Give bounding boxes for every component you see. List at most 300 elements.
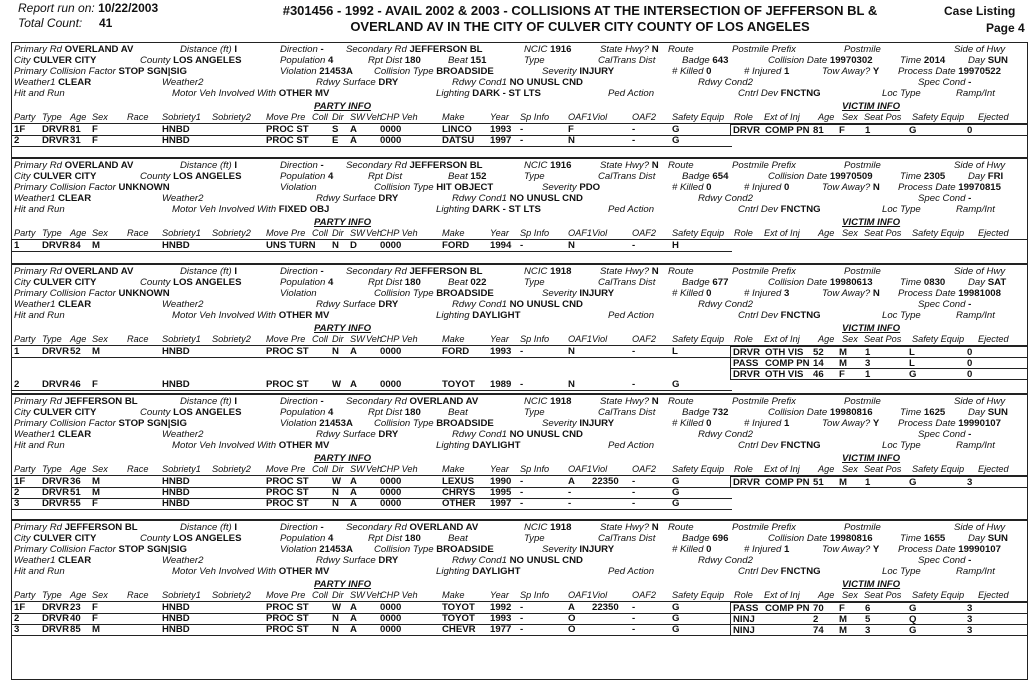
party-sw: A [350, 476, 357, 487]
party-info-heading: PARTY INFO [314, 217, 372, 228]
party-col-header: Move Pre [266, 334, 306, 344]
party-col-header: Sobriety1 [162, 334, 201, 344]
victim-col-header: Sex [842, 228, 858, 238]
killed [672, 288, 711, 299]
party-col-header: Sobriety2 [212, 590, 251, 600]
process-date [898, 66, 1001, 77]
collision-type-label: Collision Type [374, 288, 437, 299]
ramp-int [956, 440, 995, 451]
population-value: 4 [328, 55, 334, 66]
badge [682, 55, 728, 66]
state-hwy [600, 522, 659, 533]
party-column-headers [12, 464, 1027, 476]
direction [280, 396, 324, 407]
postmile-label: Postmile [844, 266, 881, 277]
direction-label: Direction [280, 396, 321, 407]
collision-date-label: Collision Date [768, 171, 830, 182]
direction-value: - [320, 522, 324, 533]
hit-and-run [14, 310, 65, 321]
beat-label: Beat [448, 407, 468, 418]
party-col-header: Sobriety1 [162, 464, 201, 474]
victim-ejected: 0 [967, 369, 973, 380]
victim-sex: M [839, 614, 847, 625]
collision-type [374, 288, 494, 299]
beat-label: Beat [448, 171, 471, 182]
process-date-value: 19990107 [958, 544, 1001, 555]
victim-row [730, 368, 1028, 380]
ped-action-label: Ped Action [608, 310, 655, 321]
victim-seat: 1 [865, 347, 871, 358]
motor-veh-involved-with-value: OTHER MV [278, 566, 330, 577]
county [140, 407, 242, 418]
tow-away [822, 418, 879, 429]
city-label: City [14, 171, 34, 182]
route [668, 160, 694, 171]
party-col-header: Race [127, 112, 149, 122]
party-col-header: Make [442, 112, 465, 122]
killed-value: 0 [706, 544, 712, 555]
party-info-heading: PARTY INFO [314, 579, 372, 590]
injured [744, 288, 789, 299]
cntrl-dev [738, 566, 821, 577]
killed-value: 0 [706, 66, 712, 77]
party-col-header: CHP Veh [380, 590, 418, 600]
side-of-hwy-label: Side of Hwy [954, 44, 1006, 55]
county-label: County [140, 407, 174, 418]
severity-value: INJURY [579, 288, 615, 299]
severity-label: Severity [542, 66, 580, 77]
party-col-header: Veh [366, 228, 383, 238]
injured [744, 66, 789, 77]
distance-value: I [234, 396, 238, 407]
party-col-header: CHP Veh [380, 228, 418, 238]
victim-col-header: Seat Pos [864, 228, 902, 238]
county-value: LOS ANGELES [173, 55, 242, 66]
collision-record [11, 42, 1028, 158]
party-col-header: Veh [366, 334, 383, 344]
violation [280, 66, 353, 77]
party-oaf1: - [568, 498, 572, 509]
party-age: 84 [70, 240, 81, 251]
killed-value: 0 [706, 288, 712, 299]
party-col-header: SW [350, 334, 365, 344]
tow-away-value: N [872, 182, 880, 193]
secondary-rd [346, 44, 483, 55]
primary-collision-factor [14, 418, 187, 429]
victim-row [730, 124, 1028, 136]
day-value: FRI [987, 171, 1004, 182]
party-type: DRVR [42, 240, 70, 251]
victim-col-header: Seat Pos [864, 112, 902, 122]
distance-value: I [234, 44, 238, 55]
side-of-hwy-label: Side of Hwy [954, 266, 1006, 277]
time-label: Time [900, 407, 924, 418]
party-oaf1: A [568, 476, 575, 487]
primary-collision-factor-value: UNKNOWN [118, 288, 170, 299]
rdwy-cond1 [452, 555, 583, 566]
victim-age: 14 [813, 358, 824, 369]
severity-value: INJURY [579, 66, 615, 77]
party-chp: 0000 [380, 602, 402, 613]
route-label: Route [668, 522, 694, 533]
victim-col-header: Role [734, 590, 753, 600]
victim-ext: COMP PN [765, 603, 810, 614]
ramp-int-label: Ramp/Int [956, 566, 995, 577]
type-label: Type [524, 407, 545, 418]
ncic-label: NCIC [524, 266, 551, 277]
hit-and-run-label: Hit and Run [14, 204, 65, 215]
time [900, 407, 945, 418]
ncic-value: 1916 [550, 44, 572, 55]
party-row [12, 498, 732, 510]
collision-date-label: Collision Date [768, 277, 830, 288]
collision-date [768, 407, 873, 418]
beat-label: Beat [448, 55, 471, 66]
process-date-label: Process Date [898, 182, 959, 193]
direction-label: Direction [280, 266, 321, 277]
loc-type [882, 440, 921, 451]
rdwy-cond1-label: Rdwy Cond1 [452, 77, 510, 88]
party-sob1: HNBD [162, 379, 190, 390]
party-sob1: HNBD [162, 476, 190, 487]
hit-and-run [14, 88, 65, 99]
party-col-header: Age [70, 464, 87, 474]
party-year: 1977 [490, 624, 512, 635]
party-column-headers [12, 112, 1027, 124]
party-col-header: Sp Info [520, 228, 550, 238]
badge-label: Badge [682, 171, 713, 182]
loc-type-label: Loc Type [882, 566, 921, 577]
party-year: 1990 [490, 476, 512, 487]
party-row [12, 624, 732, 636]
weather1-label: Weather1 [14, 555, 59, 566]
party-sw: A [350, 135, 357, 146]
party-age: 52 [70, 346, 81, 357]
county-value: LOS ANGELES [173, 407, 242, 418]
case-listing-label: Case Listing [944, 4, 1016, 18]
party-col-header: Viol [592, 334, 608, 344]
party-sex: F [92, 602, 98, 613]
collision-type-value: BROADSIDE [436, 288, 494, 299]
victim-safety: L [909, 347, 915, 358]
county-label: County [140, 171, 174, 182]
party-move: PROC ST [266, 124, 309, 135]
city [14, 533, 96, 544]
motor-veh-involved-with-value: OTHER MV [278, 440, 330, 451]
killed [672, 544, 711, 555]
badge [682, 171, 728, 182]
party-party: 1F [14, 602, 26, 613]
time-value: 1655 [923, 533, 946, 544]
party-dir: E [332, 135, 339, 146]
victim-col-header: Ext of Inj [764, 334, 800, 344]
party-col-header: Sobriety2 [212, 334, 251, 344]
party-sp: - [520, 124, 524, 135]
rdwy-surface-label: Rdwy Surface [316, 299, 379, 310]
party-oaf1: N [568, 135, 575, 146]
victim-info-heading: VICTIM INFO [842, 323, 901, 334]
party-sp: - [520, 498, 524, 509]
route-label: Route [668, 396, 694, 407]
victim-age: 46 [813, 369, 824, 380]
party-col-header: Viol [592, 112, 608, 122]
ramp-int-label: Ramp/Int [956, 440, 995, 451]
violation [280, 288, 317, 299]
weather1 [14, 555, 91, 566]
time-label: Time [900, 277, 924, 288]
violation-label: Violation [280, 66, 320, 77]
party-party: 3 [14, 498, 20, 509]
party-move: PROC ST [266, 498, 309, 509]
rdwy-cond1 [452, 77, 583, 88]
victim-col-header: Safety Equip [912, 112, 965, 122]
secondary-rd-label: Secondary Rd [346, 396, 410, 407]
party-row [12, 240, 732, 252]
spec-cond [918, 555, 971, 566]
time-label: Time [900, 533, 924, 544]
party-col-header: Safety Equip [672, 228, 725, 238]
ped-action-label: Ped Action [608, 204, 655, 215]
beat [448, 277, 486, 288]
lighting-label: Lighting [436, 88, 473, 99]
party-party: 2 [14, 135, 20, 146]
time-label: Time [900, 55, 924, 66]
party-oaf2: - [632, 487, 636, 498]
party-col-header: Sobriety1 [162, 112, 201, 122]
killed-label: # Killed [672, 182, 707, 193]
primary-collision-factor-label: Primary Collision Factor [14, 288, 119, 299]
party-sw: D [350, 240, 357, 251]
secondary-rd-value: JEFFERSON BL [409, 266, 483, 277]
motor-veh-involved-with-label: Motor Veh Involved With [172, 566, 279, 577]
ncic [524, 44, 571, 55]
time-value: 1625 [923, 407, 946, 418]
party-oaf1: O [568, 613, 576, 624]
caltrans-dist-label: CalTrans Dist [598, 533, 656, 544]
motor-veh-involved-with-label: Motor Veh Involved With [172, 88, 279, 99]
postmile [844, 160, 881, 171]
party-dir: W [332, 379, 342, 390]
party-sw: A [350, 624, 357, 635]
population [280, 407, 333, 418]
victim-info-heading: VICTIM INFO [842, 217, 901, 228]
postmile-label: Postmile [844, 44, 881, 55]
spec-cond-label: Spec Cond [918, 299, 969, 310]
party-col-header: Veh [366, 464, 383, 474]
route [668, 522, 694, 533]
distance [180, 522, 237, 533]
type [524, 407, 545, 418]
party-col-header: Sobriety1 [162, 590, 201, 600]
cntrl-dev [738, 310, 821, 321]
party-col-header: Sobriety1 [162, 228, 201, 238]
direction [280, 160, 324, 171]
party-age: 40 [70, 613, 81, 624]
party-sob1: HNBD [162, 487, 190, 498]
party-sw: A [350, 379, 357, 390]
party-chp: 0000 [380, 487, 402, 498]
route [668, 44, 694, 55]
state-hwy-label: State Hwy? [600, 266, 652, 277]
county [140, 533, 242, 544]
day [968, 533, 1008, 544]
party-sp: - [520, 346, 524, 357]
rdwy-cond1-label: Rdwy Cond1 [452, 193, 510, 204]
caltrans-dist-label: CalTrans Dist [598, 407, 656, 418]
party-year: 1994 [490, 240, 512, 251]
secondary-rd-label: Secondary Rd [346, 266, 410, 277]
postmile-prefix-label: Postmile Prefix [732, 396, 796, 407]
lighting-value: DARK - ST LTS [472, 88, 541, 99]
party-col-header: OAF2 [632, 112, 656, 122]
collision-date-label: Collision Date [768, 533, 830, 544]
postmile-label: Postmile [844, 396, 881, 407]
route [668, 266, 694, 277]
total-count-line [18, 16, 112, 30]
party-col-header: Viol [592, 228, 608, 238]
party-year: 1997 [490, 498, 512, 509]
postmile-prefix-label: Postmile Prefix [732, 522, 796, 533]
ncic [524, 396, 571, 407]
party-chp: 0000 [380, 498, 402, 509]
route-label: Route [668, 44, 694, 55]
badge-label: Badge [682, 533, 713, 544]
party-oaf1: O [568, 624, 576, 635]
party-col-header: Party [14, 112, 36, 122]
party-sp: - [520, 240, 524, 251]
secondary-rd-value: OVERLAND AV [409, 522, 479, 533]
badge-value: 732 [712, 407, 729, 418]
spec-cond-value: - [968, 429, 972, 440]
primary-collision-factor [14, 66, 187, 77]
severity-label: Severity [542, 182, 580, 193]
victim-ejected: 3 [967, 614, 973, 625]
primary-collision-factor-value: STOP SGN|SIG [118, 544, 187, 555]
party-col-header: Sex [92, 590, 108, 600]
party-move: PROC ST [266, 346, 309, 357]
ncic-value: 1918 [550, 266, 572, 277]
rdwy-cond1-label: Rdwy Cond1 [452, 555, 510, 566]
party-row [12, 135, 732, 147]
county-value: LOS ANGELES [173, 533, 242, 544]
process-date [898, 288, 1001, 299]
caltrans-dist [598, 407, 655, 418]
tow-away-label: Tow Away? [822, 544, 873, 555]
motor-veh-involved-with [172, 566, 329, 577]
secondary-rd [346, 522, 478, 533]
severity-value: PDO [579, 182, 601, 193]
victim-sex: F [839, 603, 845, 614]
lighting [436, 566, 520, 577]
victim-role: DRVR [733, 347, 761, 358]
process-date-label: Process Date [898, 418, 959, 429]
beat [448, 407, 468, 418]
tow-away-label: Tow Away? [822, 182, 873, 193]
party-col-header: Type [42, 228, 62, 238]
victim-col-header: Sex [842, 590, 858, 600]
loc-type [882, 566, 921, 577]
collision-date-value: 19970509 [829, 171, 873, 182]
badge [682, 407, 728, 418]
postmile-label: Postmile [844, 160, 881, 171]
lighting-value: DAYLIGHT [472, 310, 521, 321]
primary-collision-factor-value: STOP SGN|SIG [118, 418, 187, 429]
rdwy-surface-value: DRY [378, 555, 399, 566]
distance-label: Distance (ft) [180, 522, 235, 533]
party-chp: 0000 [380, 124, 402, 135]
secondary-rd [346, 396, 478, 407]
rpt-dist-label: Rpt Dist [368, 55, 405, 66]
severity [542, 182, 600, 193]
ramp-int [956, 88, 995, 99]
county-label: County [140, 55, 174, 66]
party-oaf1: N [568, 346, 575, 357]
population-label: Population [280, 277, 329, 288]
spec-cond-value: - [968, 193, 972, 204]
party-col-header: Race [127, 228, 149, 238]
party-dir: N [332, 498, 339, 509]
victim-ejected: 3 [967, 477, 973, 488]
weather1 [14, 299, 91, 310]
city-value: CULVER CITY [33, 55, 97, 66]
rdwy-cond1-label: Rdwy Cond1 [452, 299, 510, 310]
severity [542, 66, 614, 77]
victim-col-header: Ext of Inj [764, 228, 800, 238]
collision-type-value: BROADSIDE [436, 418, 494, 429]
collision-type [374, 418, 494, 429]
postmile [844, 522, 881, 533]
injured-value: 3 [784, 288, 790, 299]
party-oaf1: - [568, 487, 572, 498]
postmile [844, 396, 881, 407]
party-make: LEXUS [442, 476, 474, 487]
day-label: Day [968, 171, 988, 182]
tow-away-label: Tow Away? [822, 418, 873, 429]
party-col-header: Coll [312, 590, 328, 600]
rdwy-cond2-label: Rdwy Cond2 [698, 299, 753, 310]
rdwy-surface [316, 299, 398, 310]
victim-role: DRVR [733, 477, 761, 488]
route-label: Route [668, 266, 694, 277]
distance-value: I [234, 266, 238, 277]
party-col-header: OAF1 [568, 228, 592, 238]
lighting-label: Lighting [436, 440, 473, 451]
party-safety: G [672, 613, 680, 624]
tow-away [822, 182, 880, 193]
party-col-header: Sp Info [520, 334, 550, 344]
party-sp: - [520, 602, 524, 613]
motor-veh-involved-with [172, 310, 329, 321]
party-col-header: Age [70, 228, 87, 238]
population [280, 55, 333, 66]
primary-collision-factor-value: UNKNOWN [118, 182, 170, 193]
victim-age: 81 [813, 125, 824, 136]
rdwy-surface-label: Rdwy Surface [316, 429, 379, 440]
party-sp: - [520, 624, 524, 635]
beat [448, 533, 468, 544]
weather1-value: CLEAR [58, 299, 92, 310]
party-sob1: HNBD [162, 135, 190, 146]
beat [448, 171, 486, 182]
primary-rd [14, 160, 133, 171]
victim-ext: OTH VIS [765, 369, 804, 380]
victim-col-header: Safety Equip [912, 464, 965, 474]
party-type: DRVR [42, 487, 70, 498]
party-sex: F [92, 613, 98, 624]
time-value: 2014 [923, 55, 946, 66]
postmile [844, 44, 881, 55]
rpt-dist [368, 277, 421, 288]
